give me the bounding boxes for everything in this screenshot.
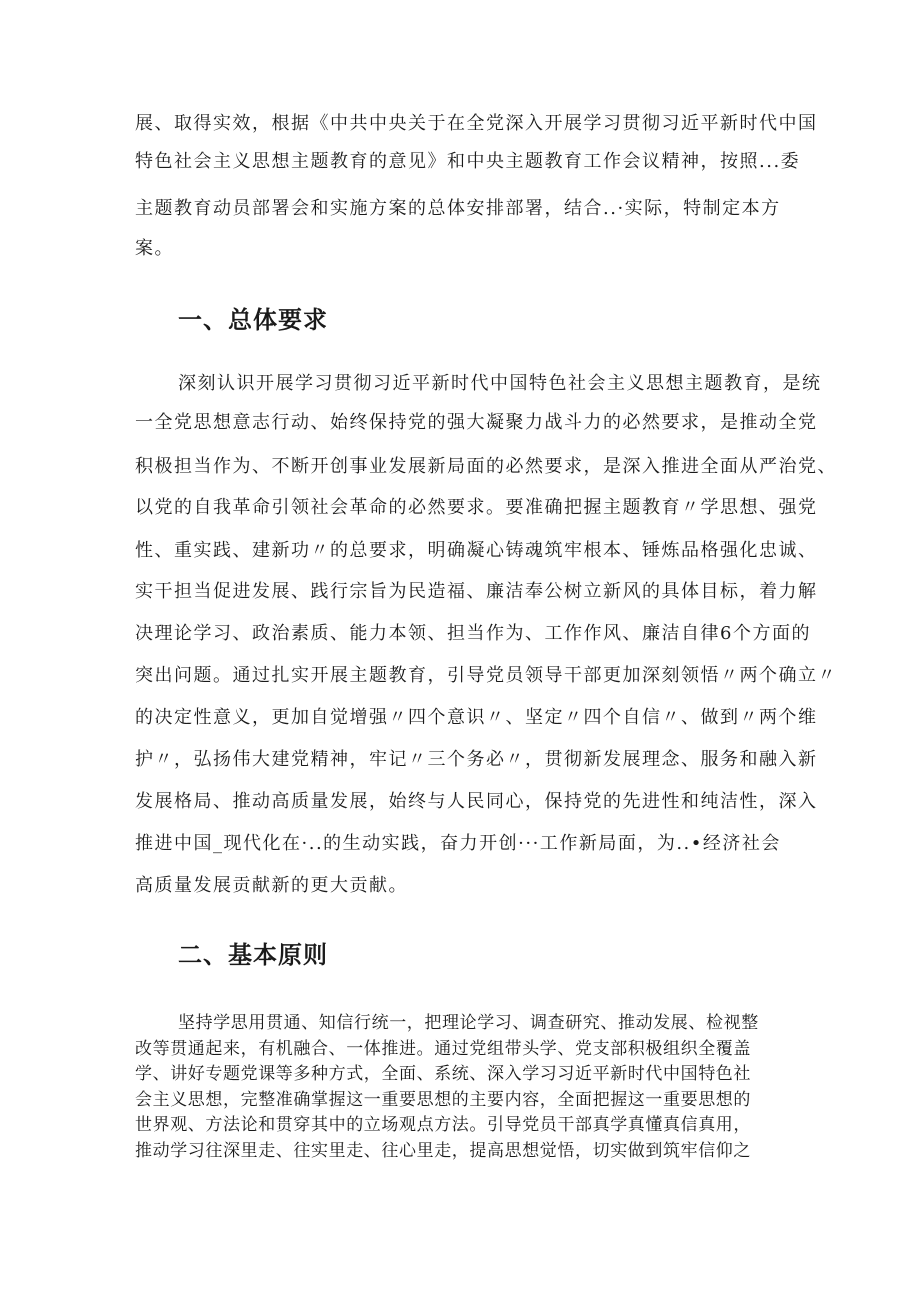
paragraph-line: 高质量发展贡献新的更大贡献。 <box>135 875 408 896</box>
section-heading-overall-requirements: 一、总体要求 <box>178 306 328 334</box>
paragraph-line: 实干担当促进发展、践行宗旨为民造福、廉洁奉公树立新风的具体目标，着力解 <box>135 581 818 602</box>
paragraph-line: 突出问题。通过扎实开展主题教育，引导党员领导干部更加深刻领悟〃两个确立〃 <box>135 665 837 686</box>
paragraph-line: 推动学习往深里走、往实里走、往心里走，提高思想觉悟，切实做到筑牢信仰之 <box>135 1141 751 1161</box>
paragraph-line: 积极担当作为、不断开创事业发展新局面的必然要求，是深入推进全面从严治党、 <box>135 456 837 477</box>
paragraph-line: 主题教育动员部署会和实施方案的总体安排部署，结合..·实际，特制定本方 <box>135 198 781 219</box>
paragraph-line: 深刻认识开展学习贯彻习近平新时代中国特色社会主义思想主题教育，是统 <box>178 373 822 394</box>
paragraph-line: 性、重实践、建新功〃的总要求，明确凝心铸魂筑牢根本、锤炼品格强化忠诚、 <box>135 540 818 561</box>
paragraph-line: 的决定性意义，更加自觉增强〃四个意识〃、坚定〃四个自信〃、做到〃两个维 <box>135 707 818 728</box>
section-heading-basic-principles: 二、基本原则 <box>178 941 328 969</box>
paragraph-line: 改等贯通起来，有机融合、一体推进。通过党组带头学、党支部积极组织全覆盖 <box>135 1039 751 1059</box>
paragraph-line: 会主义思想，完整准确掌握这一重要思想的主要内容，全面把握这一重要思想的 <box>135 1090 751 1110</box>
paragraph-line: 世界观、方法论和贯穿其中的立场观点方法。引导党员干部真学真懂真信真用， <box>135 1115 751 1135</box>
paragraph-line: 坚持学思用贯通、知信行统一，把理论学习、调查研究、推动发展、检视整 <box>178 1013 759 1033</box>
paragraph-line: 决理论学习、政治素质、能力本领、担当作为、工作作风、廉洁自律6个方面的 <box>135 623 811 644</box>
paragraph-line: 一全党思想意志行动、始终保持党的强大凝聚力战斗力的必然要求，是推动全党 <box>135 412 818 433</box>
paragraph-line: 以党的自我革命引领社会革命的必然要求。要准确把握主题教育〃学思想、强党 <box>135 497 818 518</box>
paragraph-line: 案。 <box>135 238 174 259</box>
paragraph-line: 展、取得实效，根据《中共中央关于在全党深入开展学习贯彻习近平新时代中国 <box>135 113 818 134</box>
paragraph-line: 发展格局、推动高质量发展，始终与人民同心，保持党的先进性和纯洁性，深入 <box>135 791 818 812</box>
paragraph-line: 特色社会主义思想主题教育的意见》和中央主题教育工作会议精神，按照...委 <box>135 151 801 172</box>
paragraph-line: 推进中国_现代化在·..的生动实践，奋力开创···工作新局面，为..•经济社会 <box>135 833 781 854</box>
paragraph-line: 学、讲好专题党课等多种方式，全面、系统、深入学习习近平新时代中国特色社 <box>135 1064 751 1084</box>
paragraph-line: 护〃，弘扬伟大建党精神，牢记〃三个务必〃，贯彻新发展理念、服务和融入新 <box>135 749 818 770</box>
